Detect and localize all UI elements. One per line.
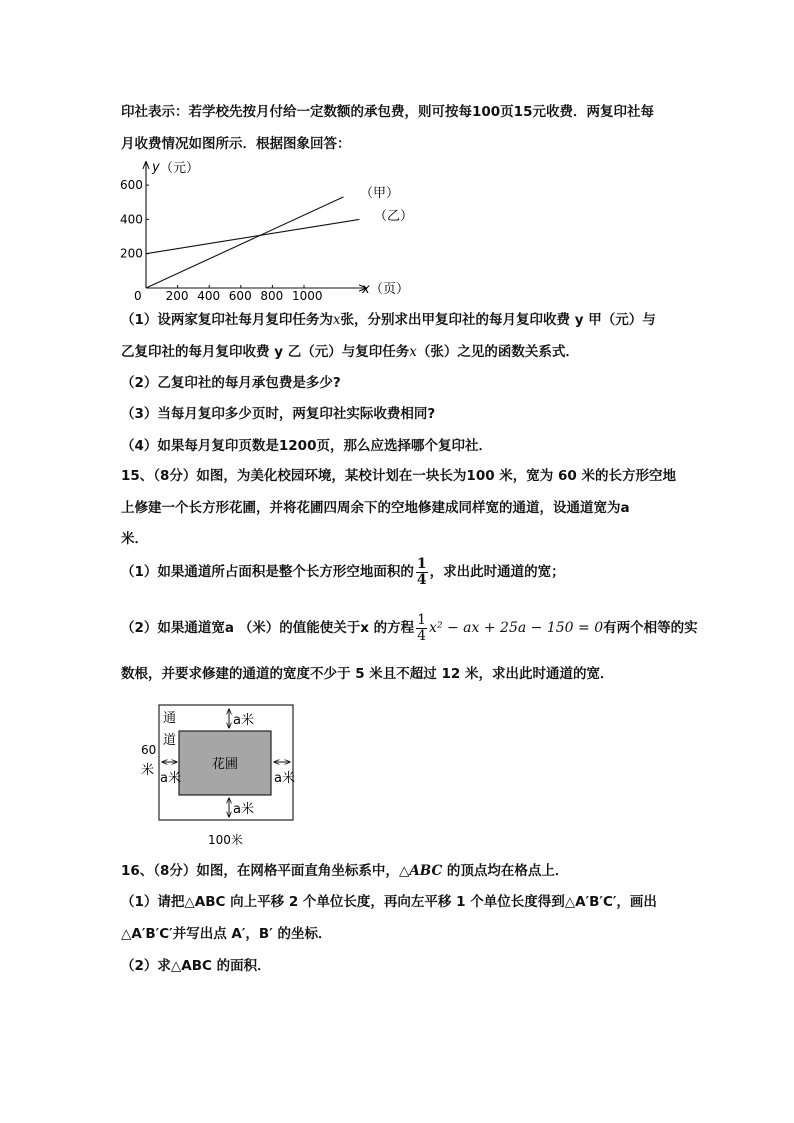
path-label-1: 通 — [163, 711, 177, 726]
q15-part2-line2: 数根，并要求修建的通道的宽度不少于 5 米且不超过 12 米，求出此时通道的宽． — [121, 666, 614, 682]
q16-part1-line1: （1）请把△ABC 向上平移 2 个单位长度，再向左平移 1 个单位长度得到△A′B′C′，画出 — [121, 894, 657, 910]
fraction-one-quarter-eq: $\frac{1}{4}$ — [417, 611, 427, 644]
q14-p1-text-b: 张，分别求出甲复印社的每月复印收费 y 甲（元）与 — [340, 312, 656, 328]
left-gap-label: a米 — [160, 771, 181, 786]
q15-p2-text-b: 有两个相等的实 — [603, 620, 698, 636]
series-line-yi — [146, 219, 359, 253]
x-tick-label: 600 — [228, 289, 252, 302]
x-tick-label: 400 — [197, 289, 221, 302]
fraction-one-quarter: $\frac{1}{4}$ — [416, 555, 427, 588]
series-label-yi: （乙） — [374, 209, 414, 224]
q15-part1 — [121, 556, 565, 588]
y-tick-label: 200 — [120, 246, 143, 261]
x-tick-label: 200 — [165, 289, 189, 302]
right-gap-label: a米 — [274, 771, 295, 786]
origin-label: 0 — [134, 289, 142, 302]
y-axis-unit: （元） — [160, 161, 200, 176]
top-gap-label: a米 — [233, 713, 254, 728]
y-tick-label: 600 — [120, 178, 143, 193]
y-tick-label: 400 — [120, 212, 143, 227]
y-axis-var: y — [152, 160, 160, 175]
q15-part2-line1 — [121, 612, 698, 644]
q14-part2: （2）乙复印社的每月承包费是多少? — [121, 375, 341, 391]
garden-diagram — [138, 700, 338, 850]
q15-p2-text-a: （2）如果通道宽a （米）的值能使关于x 的方程 — [121, 620, 415, 636]
q16-triangle: △ABC — [398, 863, 443, 879]
q16-text-b: 的顶点均在格点上． — [442, 863, 569, 879]
x-axis-unit: （页） — [370, 282, 410, 297]
x-axis-var: x — [362, 282, 370, 297]
q14-p1-text-a: （1）设两家复印社每月复印任务为 — [121, 312, 333, 328]
q14-p1-text-d: （张）之见的函数关系式． — [416, 344, 579, 360]
garden-label: 花圃 — [212, 757, 239, 772]
quadratic-equation: x² − ax + 25a − 150 = 0 — [429, 620, 604, 636]
series-label-jia: （甲） — [360, 186, 400, 201]
q16-part2: （2）求△ABC 的面积． — [121, 958, 271, 974]
height-label-unit: 米 — [141, 763, 155, 778]
q15-p1-text-b: ，求出此时通道的宽； — [429, 564, 565, 580]
q15-p1-text-a: （1）如果通道所占面积是整个长方形空地面积的 — [121, 564, 414, 580]
bottom-gap-label: a米 — [233, 802, 254, 817]
q16-part1-line2: △A′B′C′并写出点 A′，B′ 的坐标． — [121, 926, 332, 942]
intro-line-1: 印社表示：若学校先按月付给一定数额的承包费，则可按每100页15元收费．两复印社每 — [121, 104, 654, 120]
q16-line-1 — [121, 862, 568, 880]
width-label-100: 100米 — [208, 833, 243, 847]
q14-p1-text-c: 乙复印社的每月复印收费 y 乙（元）与复印任务 — [121, 344, 410, 360]
intro-line-2: 月收费情况如图所示．根据图象回答： — [121, 136, 351, 152]
q15-line-3: 米． — [121, 531, 148, 547]
price-chart — [116, 157, 416, 302]
series-line-jia — [146, 197, 344, 288]
x-tick-label: 800 — [260, 289, 284, 302]
path-label-2: 道 — [163, 733, 177, 748]
x-tick-label: 1000 — [292, 289, 323, 302]
q14-part1-line2 — [121, 343, 579, 361]
q14-part4: （4）如果每月复印页数是1200页，那么应选择哪个复印社． — [121, 438, 492, 454]
q14-p1-var-x: x — [332, 312, 341, 328]
height-label-60: 60 — [141, 743, 157, 757]
q14-part1-line1 — [121, 311, 656, 329]
q16-text-a: 16、（8分）如图，在网格平面直角坐标系中， — [121, 863, 399, 879]
q14-part3: （3）当每月复印多少页时，两复印社实际收费相同? — [121, 406, 436, 422]
q15-line-1: 15、（8分）如图，为美化校园环境，某校计划在一块长为100 米，宽为 60 米的长方形空地 — [121, 468, 676, 484]
q14-p1-var-x2: x — [409, 344, 417, 360]
q15-line-2: 上修建一个长方形花圃，并将花圃四周余下的空地修建成同样宽的通道，设通道宽为a — [121, 500, 630, 516]
